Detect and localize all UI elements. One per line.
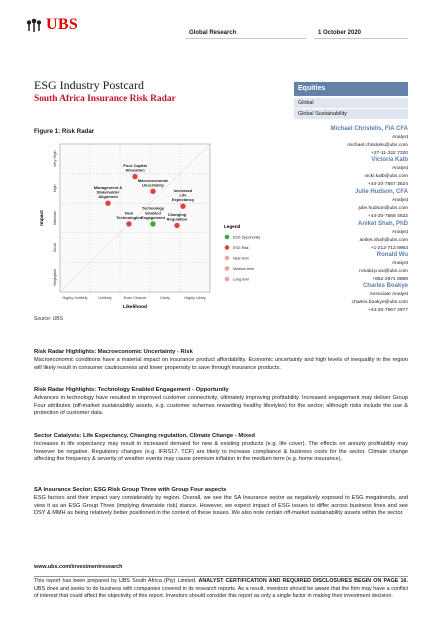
analyst-email[interactable]: aniket.shah@ubs.com	[359, 237, 408, 243]
data-label: New Technologies	[116, 210, 142, 220]
analyst-role: Analyst	[391, 197, 408, 203]
analyst-email[interactable]: vicki.kalb@ubs.com	[364, 173, 408, 179]
tag-global-sustainability: Global Sustainability	[294, 109, 408, 119]
legend-swatch	[225, 277, 230, 282]
section-body: Macroeconomic conditions have a material impact on insurance product affordability. Economic uncertainty and high levels of inequality in the region will likely result in consumer cautiousness and lower propensity to save through insurance products.	[34, 357, 408, 371]
header-divider	[186, 38, 306, 39]
legend-swatch	[225, 245, 230, 250]
section-heading: Sector Catalysts: Life Expectancy, Changing regulation, Climate Change - Mixed	[34, 433, 255, 439]
section-heading: SA Insurance Sector: ESG Risk Group Three with Group Four aspects	[34, 487, 227, 493]
analyst-phone: +27-11-322 7320	[370, 150, 408, 156]
tag-global: Global	[294, 98, 408, 108]
figure-title: Figure 1: Risk Radar	[34, 128, 95, 135]
analyst-phone: +44-20-7567 3624	[367, 181, 408, 187]
disclosure-rest: UBS does and seeks to do business with companies covered in its research reports. As a result, investors should be aware that the firm may have a conflict of interest that could affect the objectivity of this report. Investors should consider this report as only a single factor in making their investment decision.	[34, 585, 408, 600]
x-tick-label: Highly Likely	[184, 296, 206, 300]
data-label: Technology Enabled Engagement	[140, 205, 166, 220]
analyst-block	[278, 283, 408, 315]
data-label: Changing Regulation	[166, 211, 188, 222]
data-label: Macroeconomic Uncertainty	[137, 177, 169, 188]
data-label: Management & Stakeholder Alignment	[93, 185, 123, 200]
analyst-phone: +1-212-713 8963	[370, 245, 408, 251]
x-tick-label: Likely	[160, 296, 170, 300]
legend-label: Near term	[233, 256, 249, 261]
section-heading: Risk Radar Highlights: Technology Enabled Engagement - Opportunity	[34, 387, 229, 393]
legend-label: Long term	[233, 277, 250, 282]
category-banner: Equities	[294, 82, 408, 96]
data-point	[174, 223, 179, 228]
analyst-block	[278, 221, 408, 253]
legend-label: ESG Opportunity	[233, 235, 261, 240]
analyst-email[interactable]: michael.christelis@ubs.com	[347, 142, 408, 148]
data-label: Poor Capital Allocation	[123, 162, 147, 173]
analyst-name: Victoria Kalb	[371, 157, 408, 163]
analyst-name: Michael Christelis, FIA CFA	[330, 126, 408, 132]
disclosure-text	[34, 578, 408, 601]
section-body: Advances in technology have resulted in improved customer connectivity, ultimately improving profitability. Increased engagement may deliver Group Four attributes (off-market sustainability assets, e.g. customer schemes rewarding healthy lifestyles) for the sector; although risks include the use & protection of customer data.	[34, 395, 408, 417]
analyst-name: Ronald Wu	[376, 252, 408, 258]
risk-radar-chart	[34, 138, 294, 316]
legend-swatch	[225, 235, 230, 240]
analyst-email[interactable]: charles.boakye@ubs.com	[351, 299, 408, 305]
analyst-phone: +852-2971 8888	[372, 276, 408, 282]
report-subtitle: South Africa Insurance Risk Radar	[34, 94, 176, 104]
ubs-keys-logo-icon	[26, 18, 42, 34]
legend-label: ESG Risk	[233, 245, 249, 250]
x-tick-label: Highly Unlikely	[62, 296, 88, 300]
research-url-link[interactable]: www.ubs.com/investmentresearch	[34, 564, 123, 570]
analyst-role: Analyst	[391, 165, 408, 171]
analyst-block	[278, 189, 408, 221]
analyst-name: Charles Boakye	[362, 283, 408, 289]
data-point	[150, 221, 155, 226]
analyst-role: Analyst	[391, 134, 408, 140]
disclosure-bold: ANALYST CERTIFICATION AND REQUIRED DISCLOSURES BEGIN ON PAGE 16.	[198, 578, 408, 584]
data-point	[105, 201, 110, 206]
analyst-role: Associate Analyst	[369, 291, 408, 297]
y-tick-label: Negligible	[53, 268, 57, 286]
analyst-block	[278, 252, 408, 284]
x-tick-label: Even Chance	[123, 296, 147, 300]
brand-logo: UBS	[46, 16, 79, 33]
section-body: Increases in life expectancy may result in increased demand for new & existing products (e.g. life cover). The effects on annuity profitability may however be negative. Regulatory changes (e.g. IFRS17, TCF) are likely to increase compliance & business costs for the sector. Climate change affecting the frequency & severity of weather events may cause premium inflation in the medium term (e.g. home insurance).	[34, 441, 408, 463]
legend-title: Legend	[224, 224, 241, 229]
disclosure-lead: This report has been prepared by UBS South Africa (Pty) Limited.	[34, 578, 197, 584]
x-axis-label: Likelihood	[123, 305, 147, 310]
legend-swatch	[225, 256, 230, 261]
footer-divider	[34, 576, 408, 577]
section-body: ESG factors and their impact vary considerably by region. Overall, we see the SA Insurance sector as negatively exposed to ESG megatrends, and view it as an ESG Group Three (implying downside risk) stance. However, we expect impact of ESG issues to differ across business lines and see DSY & MMH as being relatively better positioned in the context of these issues. We also note certain off-market sustainability assets within the sector.	[34, 495, 408, 517]
section-label: Global Research	[189, 30, 237, 36]
y-tick-label: High	[53, 184, 57, 193]
legend-label: Medium term	[233, 266, 254, 271]
data-point	[180, 203, 185, 208]
analyst-phone: +44-20-7568 4632	[367, 213, 408, 219]
analyst-block	[278, 157, 408, 189]
report-title: ESG Industry Postcard	[34, 78, 144, 92]
data-label: Increased Life Expectancy	[171, 187, 195, 203]
x-tick-label: Unlikely	[98, 296, 112, 300]
analyst-block	[278, 126, 408, 158]
legend-swatch	[225, 266, 230, 271]
analyst-email[interactable]: ronald.p.wu@ubs.com	[359, 268, 408, 274]
section-heading: Risk Radar Highlights: Macroeconomic Uncertainty - Risk	[34, 349, 193, 355]
header-divider	[314, 38, 408, 39]
analyst-name: Julie Hudson, CFA	[354, 189, 408, 195]
analyst-role: Analyst	[391, 229, 408, 235]
report-date: 1 October 2020	[318, 30, 362, 36]
y-tick-label: Material	[53, 211, 57, 225]
data-point	[150, 189, 155, 194]
analyst-role: Analyst	[391, 260, 408, 266]
analyst-name: Aniket Shah, PhD	[357, 221, 408, 227]
y-axis-label: Impact	[40, 210, 45, 226]
figure-source: Source: UBS	[34, 316, 63, 322]
analyst-phone: +44-20-7567 4977	[367, 307, 408, 313]
data-point	[126, 221, 131, 226]
y-tick-label: Very High	[53, 150, 57, 168]
y-tick-label: Small	[53, 242, 57, 253]
analyst-email[interactable]: julie.hudson@ubs.com	[358, 205, 408, 211]
